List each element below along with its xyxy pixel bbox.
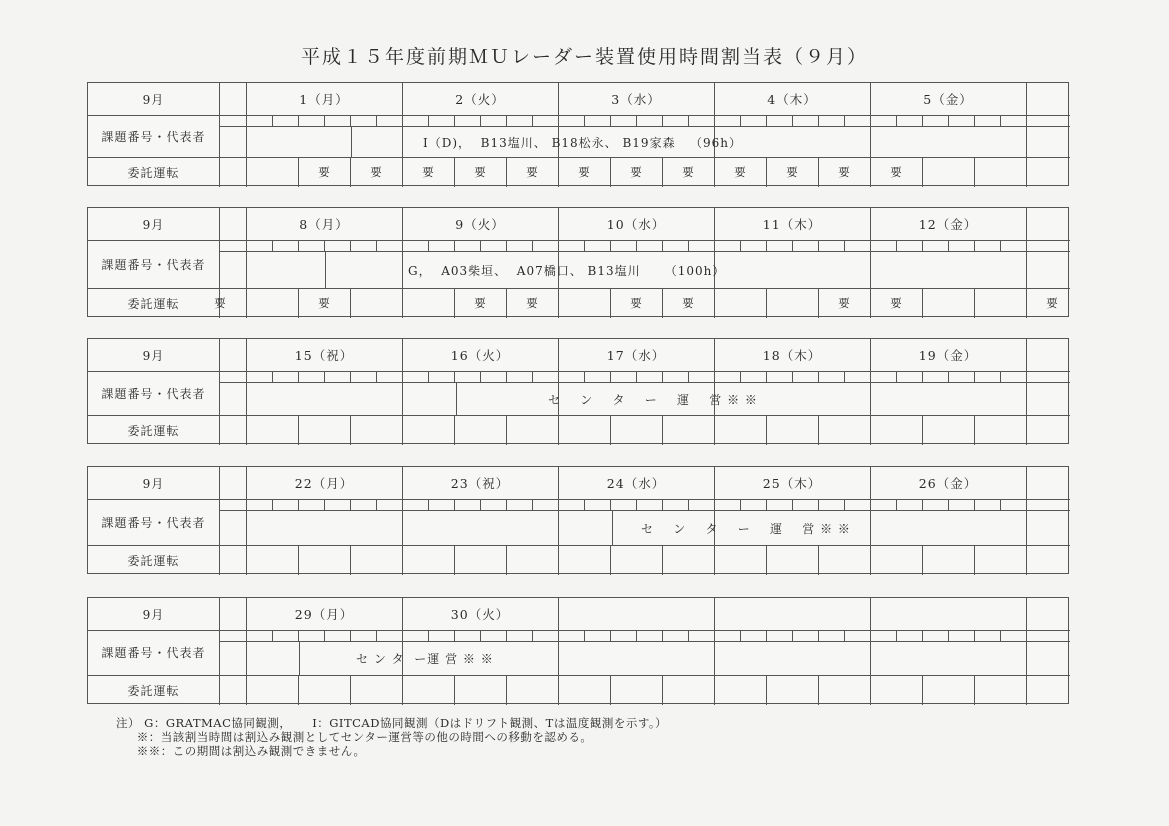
contract-mark: 要 <box>682 165 694 179</box>
day-header: 8（月） <box>299 217 349 232</box>
assignment-text: セ ン タ ー 運 営 ※ ※ <box>548 392 758 407</box>
contract-mark: 要 <box>578 165 590 179</box>
month-label: 9月 <box>142 607 165 622</box>
page-title: 平成１５年度前期ＭＵレーダー装置使用時間割当表（９月） <box>300 46 868 68</box>
contract-label: 委託運転 <box>127 296 180 311</box>
day-header: 2（火） <box>455 92 505 107</box>
contract-mark: 要 <box>474 296 486 310</box>
assignee-label: 課題番号・代表者 <box>101 129 206 144</box>
contract-mark: 要 <box>214 296 226 310</box>
day-header: 12（金） <box>918 217 978 232</box>
day-header: 24（水） <box>606 476 666 491</box>
contract-mark: 要 <box>890 165 902 179</box>
day-header: 3（水） <box>611 92 661 107</box>
week-table <box>87 597 1069 704</box>
day-header: 30（火） <box>450 607 510 622</box>
day-header: 25（木） <box>762 476 822 491</box>
contract-label: 委託運転 <box>127 165 180 180</box>
contract-mark: 要 <box>890 296 902 310</box>
assignment-text: セ ン タ ー 運 営 ※ ※ <box>641 521 851 536</box>
day-header: 19（金） <box>918 348 978 363</box>
assignee-label: 課題番号・代表者 <box>101 386 206 401</box>
contract-mark: 要 <box>370 165 382 179</box>
contract-mark: 要 <box>526 165 538 179</box>
contract-mark: 要 <box>318 296 330 310</box>
day-header: 4（木） <box>767 92 817 107</box>
contract-mark: 要 <box>682 296 694 310</box>
day-header: 9（火） <box>455 217 505 232</box>
assignment-text: G， A03柴垣、 A07橋口、 B13塩川 （100h） <box>408 263 726 278</box>
day-header: 10（水） <box>606 217 666 232</box>
contract-mark: 要 <box>474 165 486 179</box>
assignment-text: セ ン タ ー運 営 ※ ※ <box>356 652 494 666</box>
day-header: 26（金） <box>918 476 978 491</box>
contract-label: 委託運転 <box>127 553 180 568</box>
note-line: 注） G：GRATMAC協同観測， I：GITCAD協同観測（Dはドリフト観測、Tは温度観測を示す。） <box>116 716 668 730</box>
contract-mark: 要 <box>838 296 850 310</box>
month-label: 9月 <box>142 92 165 107</box>
day-header: 17（水） <box>606 348 666 363</box>
week-table <box>87 466 1069 574</box>
contract-mark: 要 <box>734 165 746 179</box>
week-table <box>87 82 1069 186</box>
day-header <box>558 598 714 630</box>
day-header: 18（木） <box>762 348 822 363</box>
month-label: 9月 <box>142 476 165 491</box>
contract-mark: 要 <box>1046 296 1058 310</box>
day-header <box>870 598 1026 630</box>
day-header: 29（月） <box>294 607 354 622</box>
contract-label: 委託運転 <box>127 683 180 698</box>
assignee-label: 課題番号・代表者 <box>101 515 206 530</box>
day-header <box>714 598 870 630</box>
note-line: ※※：この期間は割込み観測できません。 <box>116 744 366 758</box>
assignee-label: 課題番号・代表者 <box>101 257 206 272</box>
contract-mark: 要 <box>838 165 850 179</box>
day-header: 11（木） <box>762 217 822 232</box>
contract-mark: 要 <box>526 296 538 310</box>
month-label: 9月 <box>142 217 165 232</box>
day-header: 22（月） <box>294 476 354 491</box>
contract-mark: 要 <box>786 165 798 179</box>
day-header: 16（火） <box>450 348 510 363</box>
note-line: ※：当該割当時間は割込み観測としてセンター運営等の他の時間への移動を認める。 <box>116 730 593 744</box>
assignment-text: I（D)， B13塩川、 B18松永、 B19家森 （96h） <box>423 135 743 150</box>
notes <box>116 716 667 758</box>
week-table <box>87 207 1069 317</box>
assignee-label: 課題番号・代表者 <box>101 646 206 660</box>
week-table <box>87 338 1069 444</box>
contract-label: 委託運転 <box>127 423 180 438</box>
day-header: 1（月） <box>299 92 349 107</box>
contract-mark: 要 <box>422 165 434 179</box>
contract-mark: 要 <box>630 296 642 310</box>
contract-mark: 要 <box>318 165 330 179</box>
contract-mark: 要 <box>630 165 642 179</box>
day-header: 15（祝） <box>294 348 354 363</box>
month-label: 9月 <box>142 348 165 363</box>
day-header: 5（金） <box>923 92 973 107</box>
day-header: 23（祝） <box>450 476 510 491</box>
